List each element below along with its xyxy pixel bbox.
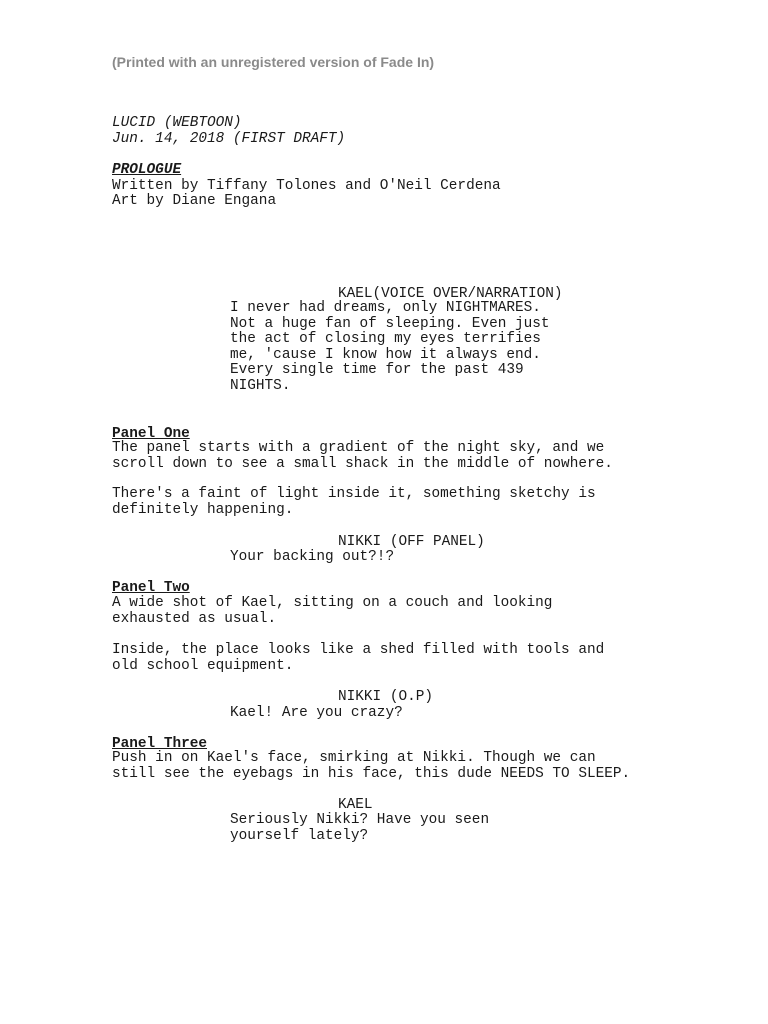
panel-three-action-1 (112, 751, 672, 782)
action-line: old school equipment. (112, 657, 294, 674)
panel-two-action-2 (112, 643, 672, 674)
dialogue-line: Every single time for the past 439 (230, 362, 524, 378)
panel-one-character: NIKKI (OFF PANEL) (338, 534, 485, 550)
panel-one-dialogue: Your backing out?!? (230, 549, 395, 565)
action-line: definitely happening. (112, 501, 294, 518)
dialogue-line: Seriously Nikki? Have you seen (230, 812, 490, 828)
action-line: A wide shot of Kael, sitting on a couch and looking (112, 595, 553, 611)
panel-one-action-2 (112, 487, 672, 518)
dialogue-line: the act of closing my eyes terrifies (230, 331, 541, 347)
dialogue-line: me, 'cause I know how it always end. (230, 346, 541, 363)
draft-date: Jun. 14, 2018 (FIRST DRAFT) (112, 131, 346, 147)
narration-character: KAEL(VOICE OVER/NARRATION) (338, 286, 563, 302)
panel-one-action-1 (112, 441, 672, 472)
action-line: There's a faint of light inside it, something sketchy is (112, 486, 596, 502)
dialogue-line: Not a huge fan of sleeping. Even just (230, 315, 550, 332)
panel-three-heading: Panel Three (112, 736, 207, 752)
dialogue-line: yourself lately? (230, 827, 369, 844)
action-line: The panel starts with a gradient of the night sky, and we (112, 440, 605, 456)
section-heading: PROLOGUE (112, 162, 182, 178)
panel-three-character: KAEL (338, 797, 373, 813)
action-line: exhausted as usual. (112, 610, 277, 627)
unregistered-watermark: (Printed with an unregistered version of Fade In) (112, 54, 435, 70)
script-title: LUCID (WEBTOON) (112, 115, 242, 131)
action-line: Inside, the place looks like a shed filled with tools and (112, 642, 605, 658)
panel-two-character: NIKKI (O.P) (338, 689, 433, 705)
written-by-credit: Written by Tiffany Tolones and O'Neil Cerdena (112, 178, 501, 194)
panel-two-heading: Panel Two (112, 580, 190, 596)
panel-three-dialogue (230, 813, 530, 844)
action-line: still see the eyebags in his face, this dude NEEDS TO SLEEP. (112, 765, 631, 782)
narration-dialogue (230, 300, 550, 394)
dialogue-line: NIGHTS. (230, 377, 291, 394)
art-by-credit: Art by Diane Engana (112, 193, 277, 209)
action-line: Push in on Kael's face, smirking at Nikki. Though we can (112, 750, 596, 766)
panel-two-dialogue: Kael! Are you crazy? (230, 705, 403, 721)
panel-two-action-1 (112, 596, 672, 627)
dialogue-line: I never had dreams, only NIGHTMARES. (230, 300, 541, 316)
action-line: scroll down to see a small shack in the middle of nowhere. (112, 455, 613, 472)
panel-one-heading: Panel One (112, 426, 190, 442)
